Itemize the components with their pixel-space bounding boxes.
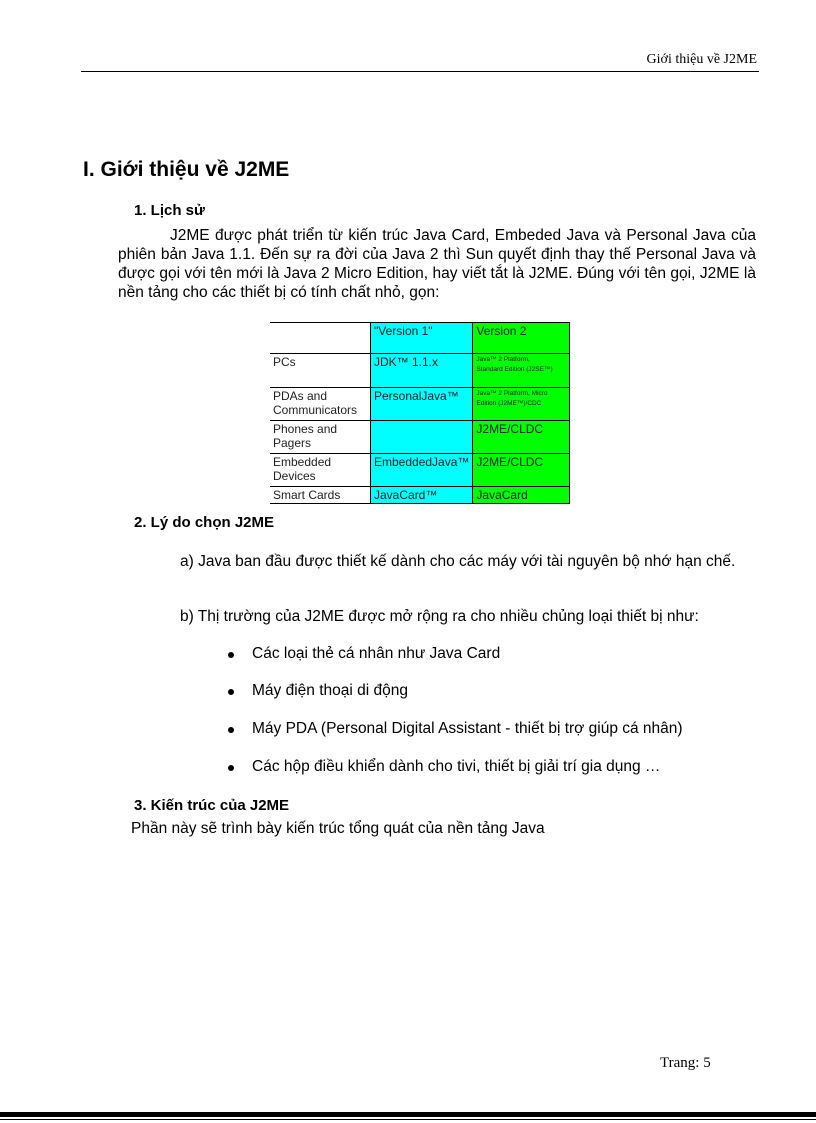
table-row xyxy=(270,487,570,504)
running-header: Giới thiệu về J2ME xyxy=(646,52,757,67)
table-cell-v1: JDK™ 1.1.x xyxy=(371,354,473,388)
architecture-paragraph: Phần này sẽ trình bày kiến trúc tổng quát của nền tảng Java xyxy=(131,820,545,837)
table-cell-v2: J2ME/CLDC xyxy=(473,421,570,454)
history-paragraph xyxy=(118,226,756,302)
table-cell-v1: EmbeddedJava™ xyxy=(371,454,473,487)
architecture-heading: 3. Kiến trúc của J2ME xyxy=(134,797,290,814)
header-rule xyxy=(81,71,759,72)
table-cell-v2 xyxy=(473,388,570,421)
version-table xyxy=(270,322,570,504)
table-row xyxy=(270,388,570,421)
reason-a: a) Java ban đầu được thiết kế dành cho các máy với tài nguyên bộ nhớ hạn chế. xyxy=(180,553,736,570)
table-header-row xyxy=(270,323,570,354)
bullet-dot-icon xyxy=(228,727,234,733)
table-cell-v1 xyxy=(371,421,473,454)
list-item-text: Máy PDA (Personal Digital Assistant - thiết bị trợ giúp cá nhân) xyxy=(252,720,683,737)
history-paragraph-text: J2ME được phát triển từ kiến trúc Java Card, Embeded Java và Personal Java của phiên bản Java 1.1. Đến sự ra đời của Java 2 thì Sun quyết định thay thế Personal Java và được gọi với tên mới là Java 2 Micro Edition, hay viết tắt là J2ME. Đúng với tên gọi, J2ME là nền tảng cho các thiết bị có tính chất nhỏ, gọn: xyxy=(118,227,756,301)
history-heading: 1. Lịch sử xyxy=(134,202,205,219)
table-cell-device: PDAs and Communicators xyxy=(270,388,371,421)
bullet-dot-icon xyxy=(228,765,234,771)
table-cell-device: Phones and Pagers xyxy=(270,421,371,454)
list-item xyxy=(228,758,660,776)
table-header-cell: "Version 1" xyxy=(371,323,473,354)
table-row xyxy=(270,454,570,487)
list-item-text: Máy điện thoại di động xyxy=(252,682,408,699)
table-cell-v2-line2: Edition (J2ME™)/CDC xyxy=(476,400,542,407)
list-item xyxy=(228,682,408,700)
table-cell-v2-line1: Java™ 2 Platform, Micro xyxy=(476,390,548,397)
list-item-text: Các loại thẻ cá nhân như Java Card xyxy=(252,645,501,662)
table-cell-device: PCs xyxy=(270,354,371,388)
footer-rule-thick xyxy=(0,1112,816,1117)
bullet-dot-icon xyxy=(228,689,234,695)
bullet-dot-icon xyxy=(228,652,234,658)
list-item xyxy=(228,720,683,738)
footer-rule-thin xyxy=(0,1119,816,1120)
table-cell-v2: JavaCard xyxy=(473,487,570,504)
table-cell-device: Embedded Devices xyxy=(270,454,371,487)
reasons-heading: 2. Lý do chọn J2ME xyxy=(134,514,275,531)
table-cell-v2-line2: Standard Edition (J2SE™) xyxy=(476,366,553,373)
table-header-cell: Version 2 xyxy=(473,323,570,354)
table-row xyxy=(270,354,570,388)
list-item xyxy=(228,645,500,663)
table-cell-v1: PersonalJava™ xyxy=(371,388,473,421)
table-cell-v2-line1: Java™ 2 Platform, xyxy=(476,356,530,363)
table-cell-device: Smart Cards xyxy=(270,487,371,504)
table-cell-v2 xyxy=(473,354,570,388)
table-cell-v2: J2ME/CLDC xyxy=(473,454,570,487)
table-cell-v1: JavaCard™ xyxy=(371,487,473,504)
table-row xyxy=(270,421,570,454)
table-header-cell xyxy=(270,323,371,354)
page-number: Trang: 5 xyxy=(660,1055,711,1071)
reason-b: b) Thị trường của J2ME được mở rộng ra cho nhiều chủng loại thiết bị như: xyxy=(180,608,699,625)
list-item-text: Các hộp điều khiển dành cho tivi, thiết bị giải trí gia dụng … xyxy=(252,758,661,775)
section-title: I. Giới thiệu về J2ME xyxy=(83,158,290,181)
